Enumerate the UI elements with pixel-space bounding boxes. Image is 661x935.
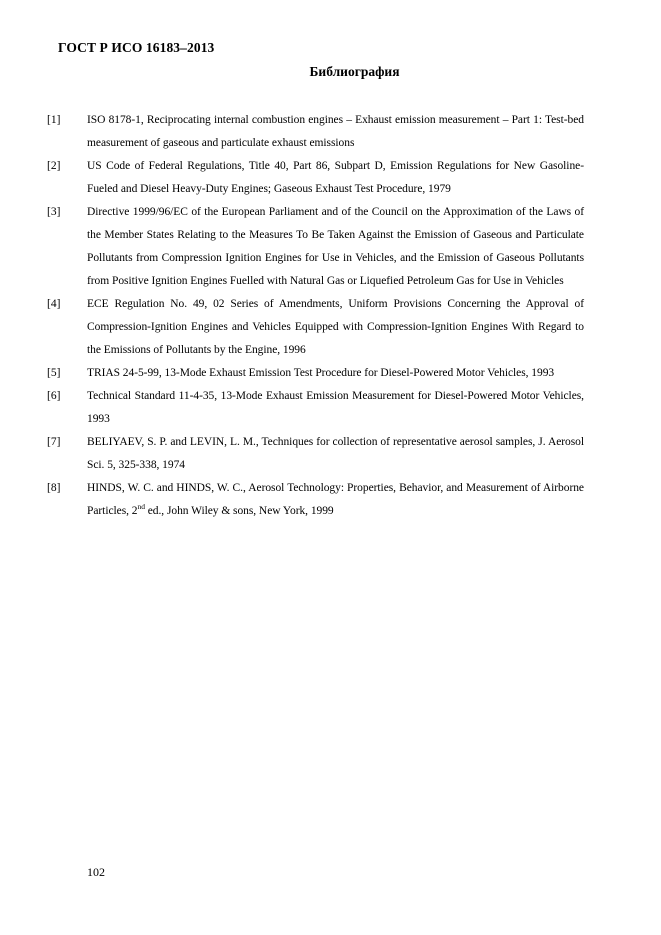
reference-item <box>47 362 584 385</box>
reference-text <box>87 477 584 523</box>
reference-text: US Code of Federal Regulations, Title 40, Part 86, Subpart D, Emission Regulations for New Gasoline- Fueled and Diesel Heavy-Duty Engines; Gaseous Exhaust Test Procedure, 1979 <box>87 160 584 195</box>
reference-item <box>47 201 584 293</box>
reference-item <box>47 385 584 431</box>
reference-text: BELIYAEV, S. P. and LEVIN, L. M., Techniques for collection of representative aerosol samples, J. Aerosol Sci. 5, 325-338, 1974 <box>87 436 584 471</box>
edition-superscript: nd <box>137 502 145 512</box>
reference-item <box>47 293 584 362</box>
bibliography-list <box>47 109 584 523</box>
reference-number: [2] <box>47 160 61 172</box>
page-title: Библиография <box>309 64 400 79</box>
reference-number: [4] <box>47 298 61 310</box>
reference-item <box>47 477 584 523</box>
reference-number: [3] <box>47 206 61 218</box>
reference-number: [6] <box>47 390 61 402</box>
reference-text: Directive 1999/96/EC of the European Parliament and of the Council on the Approximation of the Laws of the Member States Relating to the Measures To Be Taken Against the Emission of Gaseous and Particulate Pollutants from Compression Ignition Engines for Use in Vehicles, and the Emission of Gaseous Pollutants from Positive Ignition Engines Fuelled with Natural Gas or Liquefied Petroleum Gas for Use in Vehicles <box>87 206 584 287</box>
reference-text: ECE Regulation No. 49, 02 Series of Amendments, Uniform Provisions Concerning the Approval of Compression-Ignition Engines and Vehicles Equipped with Compression-Ignition Engines With Regard to the Emissions of Pollutants by the Engine, 1996 <box>87 298 584 356</box>
reference-number: [7] <box>47 436 61 448</box>
reference-text: Technical Standard 11-4-35, 13-Mode Exhaust Emission Measurement for Diesel-Powered Motor Vehicles, 1993 <box>87 390 584 425</box>
reference-text-main: HINDS, W. C. and HINDS, W. C., Aerosol Technology: Properties, Behavior, and Measurement of Airborne Particles, 2 <box>87 482 584 517</box>
reference-number: [5] <box>47 367 61 379</box>
standard-designation: ГОСТ Р ИСО 16183–2013 <box>58 40 215 55</box>
reference-item <box>47 109 584 155</box>
reference-item <box>47 155 584 201</box>
reference-number: [1] <box>47 114 61 126</box>
reference-text-tail: ed., John Wiley & sons, New York, 1999 <box>144 505 334 517</box>
reference-text: ISO 8178-1, Reciprocating internal combustion engines – Exhaust emission measurement – Part 1: Test-bed measurement of gaseous and particulate exhaust emissions <box>87 114 584 149</box>
page-number: 102 <box>87 865 105 879</box>
reference-number: [8] <box>47 482 61 494</box>
reference-item <box>47 431 584 477</box>
reference-text: TRIAS 24-5-99, 13-Mode Exhaust Emission Test Procedure for Diesel-Powered Motor Vehicles, 1993 <box>87 367 555 379</box>
